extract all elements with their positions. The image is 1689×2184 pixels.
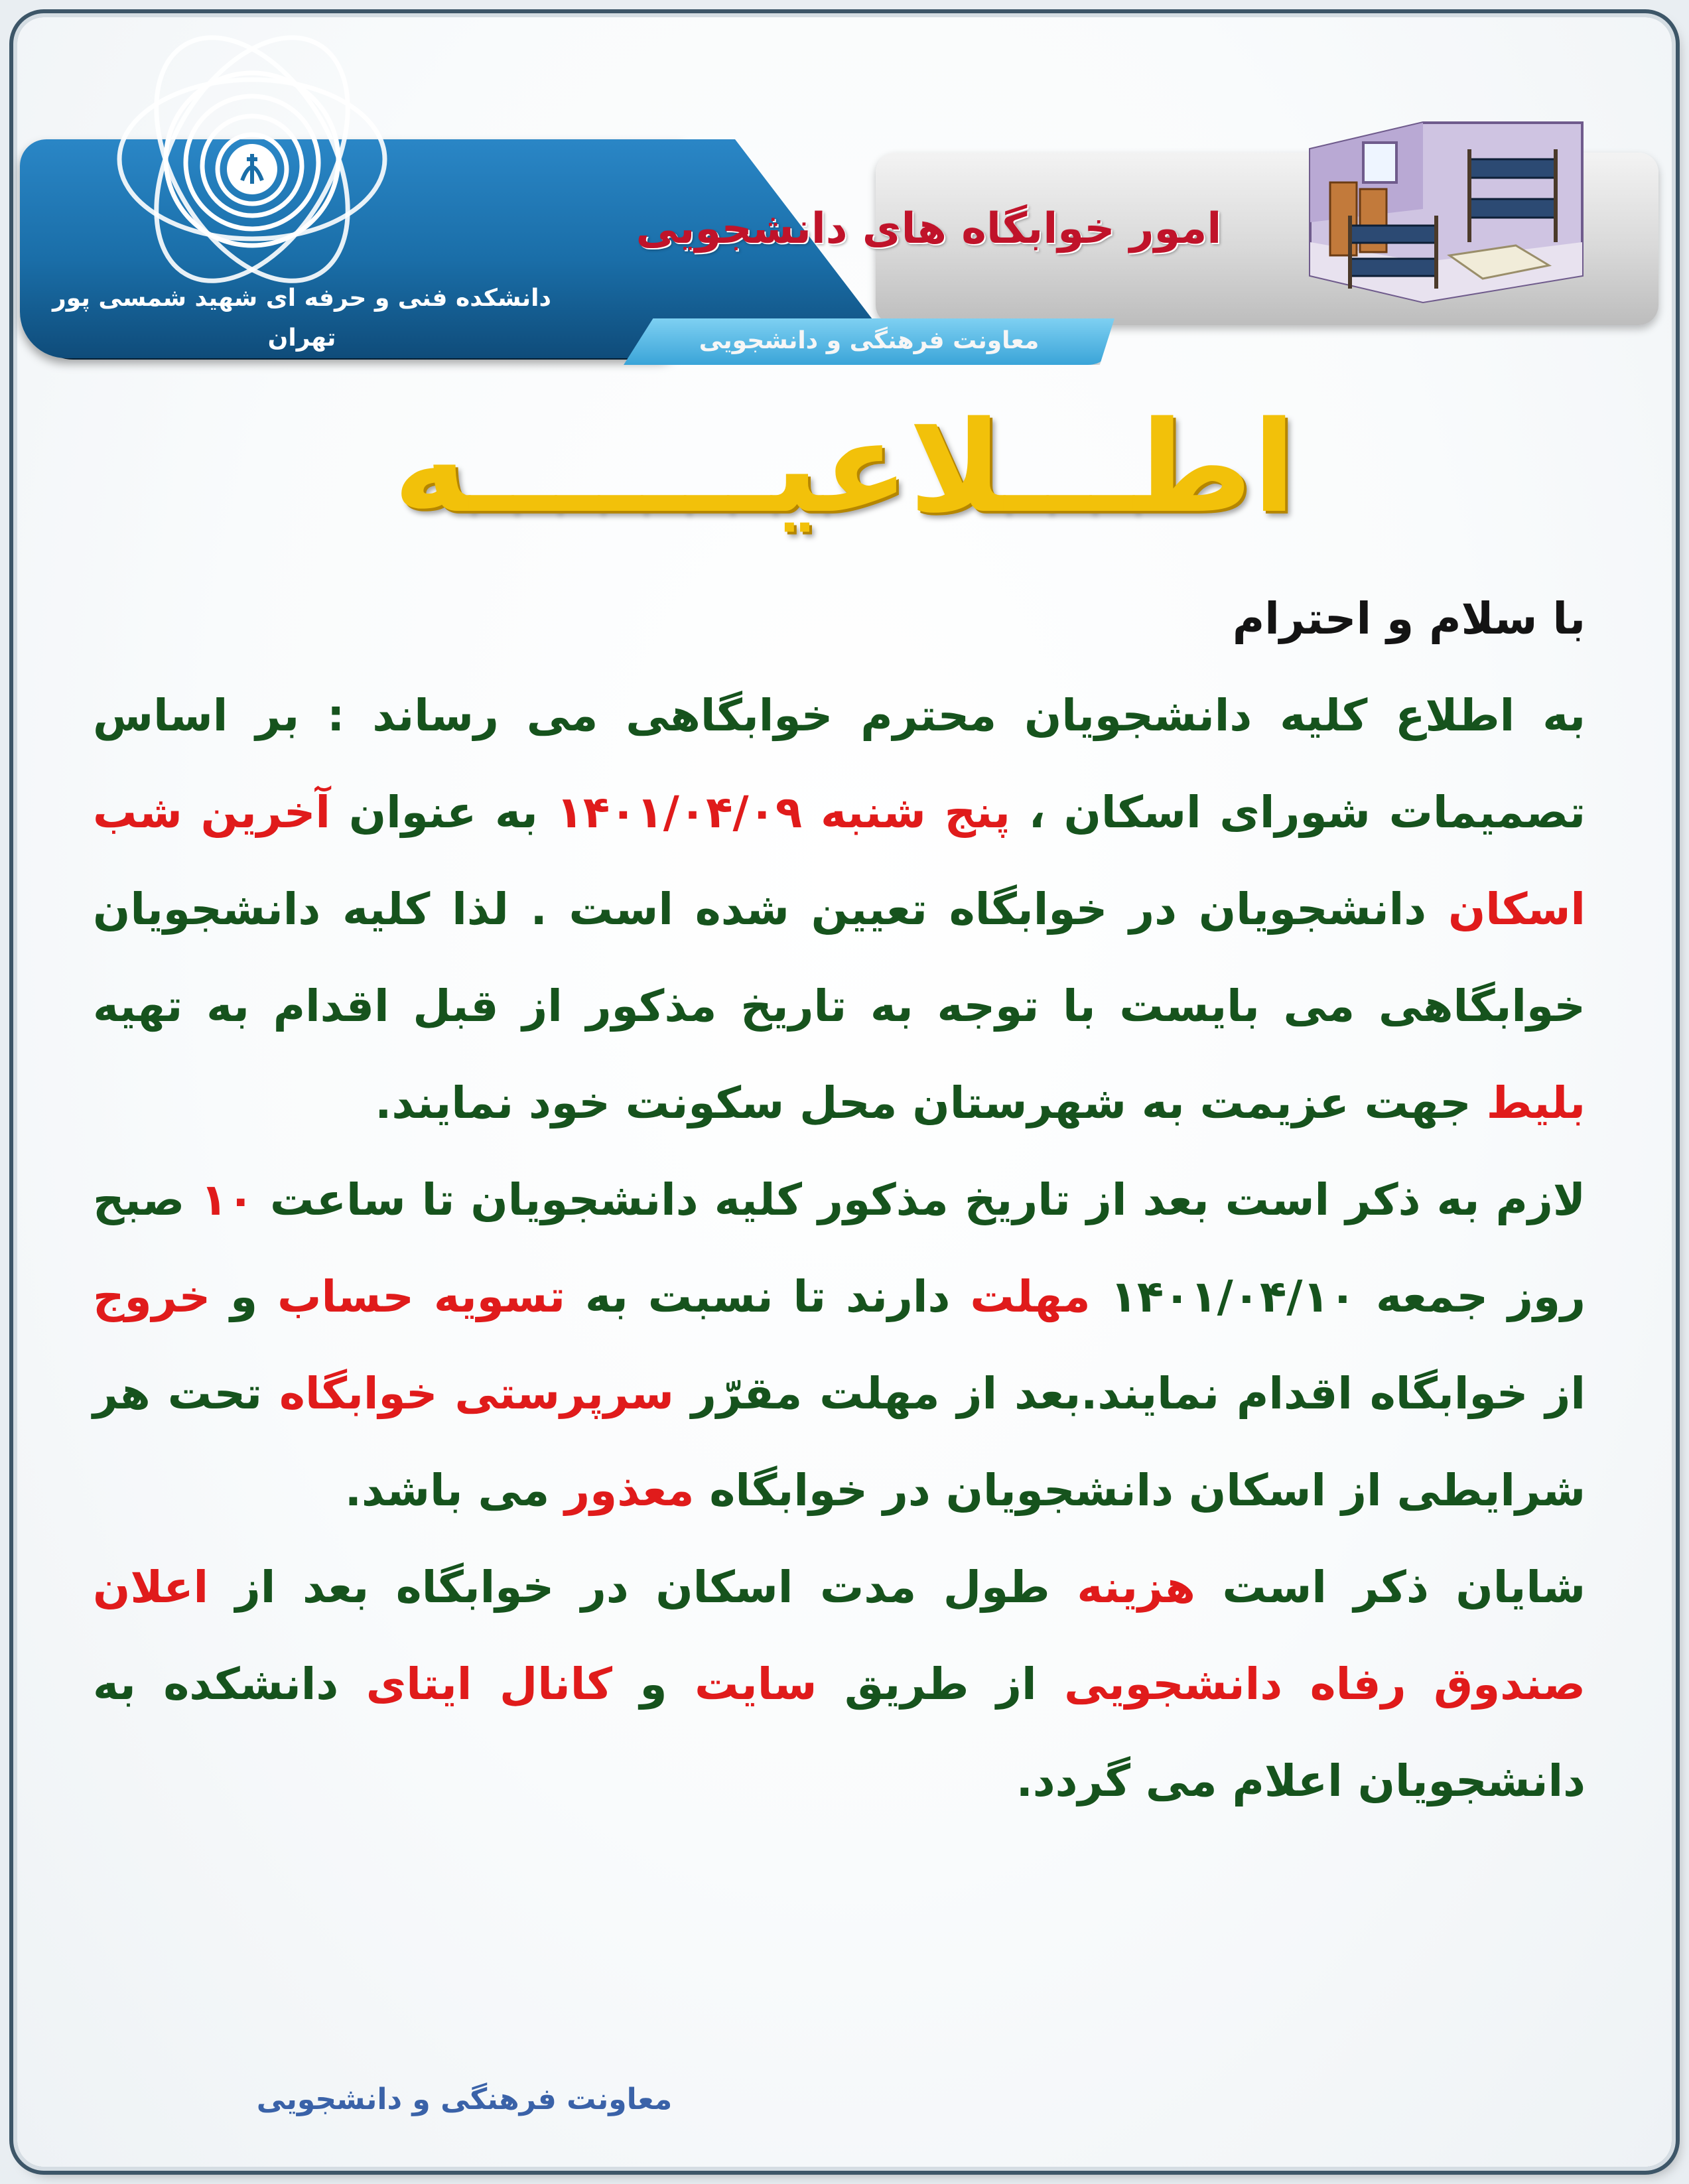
dorm-room-bunk-beds-icon <box>1290 109 1602 308</box>
p3-text-5: دانشکده به دانشجویان اعلام می گردد. <box>93 1659 1586 1807</box>
p2-text-3: دارند تا نسبت به <box>565 1271 971 1322</box>
greeting: با سلام و احترام <box>1232 593 1586 644</box>
dorm-affairs-title: امور خوابگاه های دانشجویی <box>636 204 1222 253</box>
p2-supervision-highlight: سرپرستی خوابگاه <box>279 1368 674 1419</box>
p3-text-1: شایان ذکر است <box>1195 1562 1586 1613</box>
p2-excused-highlight: معذور <box>565 1465 695 1516</box>
p3-text-3: از طریق <box>817 1659 1065 1710</box>
p3-text-4: و <box>612 1659 695 1710</box>
p2-text-6: تحت هر شرایطی از اسکان دانشجویان در خوابگاه <box>93 1368 1586 1516</box>
p2-deadline-highlight: مهلت <box>970 1271 1091 1322</box>
p2-text-7: می باشد. <box>344 1465 565 1516</box>
p1-ticket-highlight: بلیط <box>1486 1077 1586 1128</box>
p2-hour-highlight: ۱۰ <box>200 1174 254 1225</box>
p2-text-5: از خوابگاه اقدام نمایند.بعد از مهلت مقرّر <box>673 1368 1586 1419</box>
paragraph-1 <box>93 667 1586 1152</box>
p2-settlement-highlight: تسویه حساب <box>277 1271 566 1322</box>
p3-site-highlight: سایت <box>695 1659 817 1710</box>
p1-text-1: به اطلاع کلیه دانشجویان محترم خوابگاهی می رساند : بر اساس تصمیمات شورای اسکان ، <box>93 690 1586 838</box>
college-seal-logo-icon <box>100 27 405 292</box>
paragraph-3 <box>93 1539 1586 1830</box>
p1-text-3: دانشجویان در خوابگاه تعیین شده است . لذا کلیه دانشجویان خوابگاهی می بایست با توجه به تاریخ مذکور از قبل اقدام به تهیه <box>93 884 1586 1032</box>
p3-text-2: طول مدت اسکان در خوابگاه بعد از <box>208 1562 1077 1613</box>
p2-exit-highlight: خروج <box>93 1271 211 1322</box>
p2-text-2: صبح روز جمعه ۱۴۰۱/۰۴/۱۰ <box>93 1174 1586 1322</box>
college-name: دانشکده فنی و حرفه ای شهید شمسی پور تهران <box>52 285 551 352</box>
p1-date-highlight: پنج شنبه ۱۴۰۱/۰۴/۰۹ <box>556 787 1010 838</box>
p3-welfare-fund-highlight: اعلان صندوق رفاه دانشجویی <box>93 1562 1586 1710</box>
p1-text-2: به عنوان <box>330 787 557 838</box>
announcement-title: اطـــلاعیـــــــه <box>393 394 1296 541</box>
p2-text-1: لازم به ذکر است بعد از تاریخ مذکور کلیه دانشجویان تا ساعت <box>253 1174 1586 1225</box>
p3-cost-highlight: هزینه <box>1077 1562 1195 1613</box>
deputy-ribbon-text: معاونت فرهنگی و دانشجویی <box>699 327 1040 354</box>
p1-last-night-highlight: آخرین شب اسکان <box>93 787 1586 935</box>
p3-channel-highlight: کانال ایتای <box>366 1659 612 1710</box>
paragraph-2 <box>93 1152 1586 1539</box>
announcement-body <box>93 571 1586 1830</box>
p2-text-4: و <box>210 1271 278 1322</box>
footer-signature: معاونت فرهنگی و دانشجویی <box>256 2082 673 2116</box>
p1-text-4: جهت عزیمت به شهرستان محل سکونت خود نمایند. <box>375 1077 1487 1128</box>
